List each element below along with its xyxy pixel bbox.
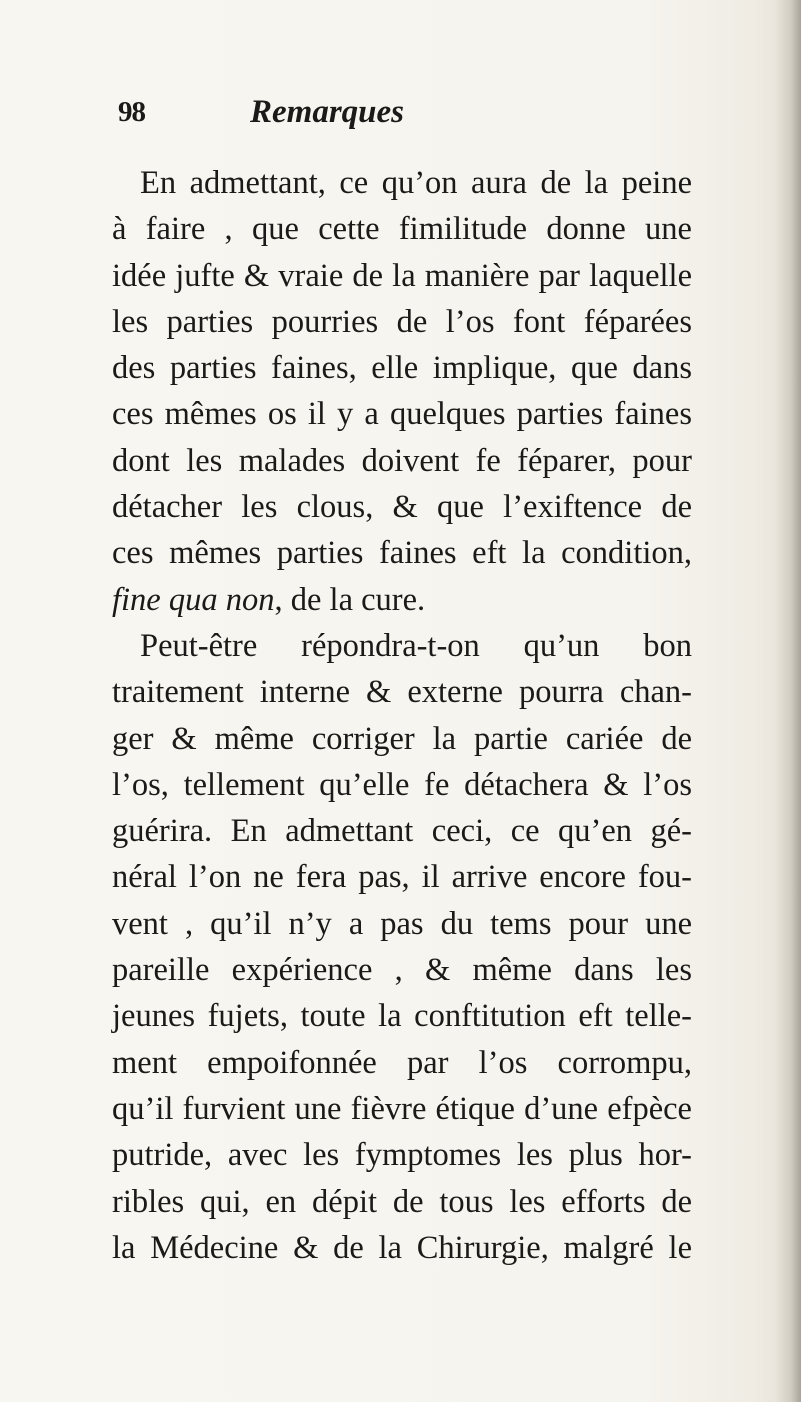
latin-phrase: fine qua non [112, 581, 275, 618]
running-title: Remarques [250, 94, 405, 130]
text-line-12: traitement interne & externe pourra chan- [112, 674, 692, 711]
page-number: 98 [118, 96, 145, 128]
text-line-14: l’os, tellement qu’elle fe détachera & l’os [112, 766, 692, 803]
text-line-3: idée jufte & vraie de la manière par laquelle [112, 257, 692, 294]
text-line-21: qu’il furvient une fièvre étique d’une efpèce [112, 1090, 692, 1127]
text-line-1: En admettant, ce qu’on aura de la peine [140, 165, 692, 201]
text-line-6: ces mêmes os il y a quelques parties faines [112, 396, 692, 433]
text-line-11: Peut-être répondra-t-on qu’un bon [140, 627, 692, 664]
text-line-18: pareille expérience , & même dans les [112, 952, 692, 989]
text-line-20: ment empoifonnée par l’os corrompu, [112, 1044, 692, 1081]
text-line-9: ces mêmes parties faines eft la condition, [112, 535, 692, 572]
text-line-10 [112, 577, 692, 623]
page-edge-shadow [775, 0, 801, 1402]
running-head [118, 96, 678, 140]
body-text [112, 160, 692, 1271]
text-line-17: vent , qu’il n’y a pas du tems pour une [112, 905, 692, 942]
text-line-19: jeunes fujets, toute la conftitution eft telle- [112, 998, 692, 1035]
text-line-24: la Médecine & de la Chirurgie, malgré le [112, 1229, 692, 1266]
text-line-8: détacher les clous, & que l’exiftence de [112, 489, 692, 526]
text-line-22: putride, avec les fymptomes les plus hor- [112, 1137, 692, 1174]
text-line-23: ribles qui, en dépit de tous les efforts de [112, 1183, 692, 1220]
text-line-10-rest: , de la cure. [274, 581, 426, 618]
text-line-4: les parties pourries de l’os font féparées [112, 303, 692, 340]
text-line-7: dont les malades doivent fe féparer, pour [112, 442, 692, 479]
text-line-5: des parties faines, elle implique, que dans [112, 350, 692, 387]
text-line-2: à faire , que cette fimilitude donne une [112, 211, 692, 248]
text-line-13: ger & même corriger la partie cariée de [112, 720, 692, 757]
text-line-16: néral l’on ne fera pas, il arrive encore fou- [112, 859, 692, 896]
text-line-15: guérira. En admettant ceci, ce qu’en gé- [112, 813, 692, 850]
